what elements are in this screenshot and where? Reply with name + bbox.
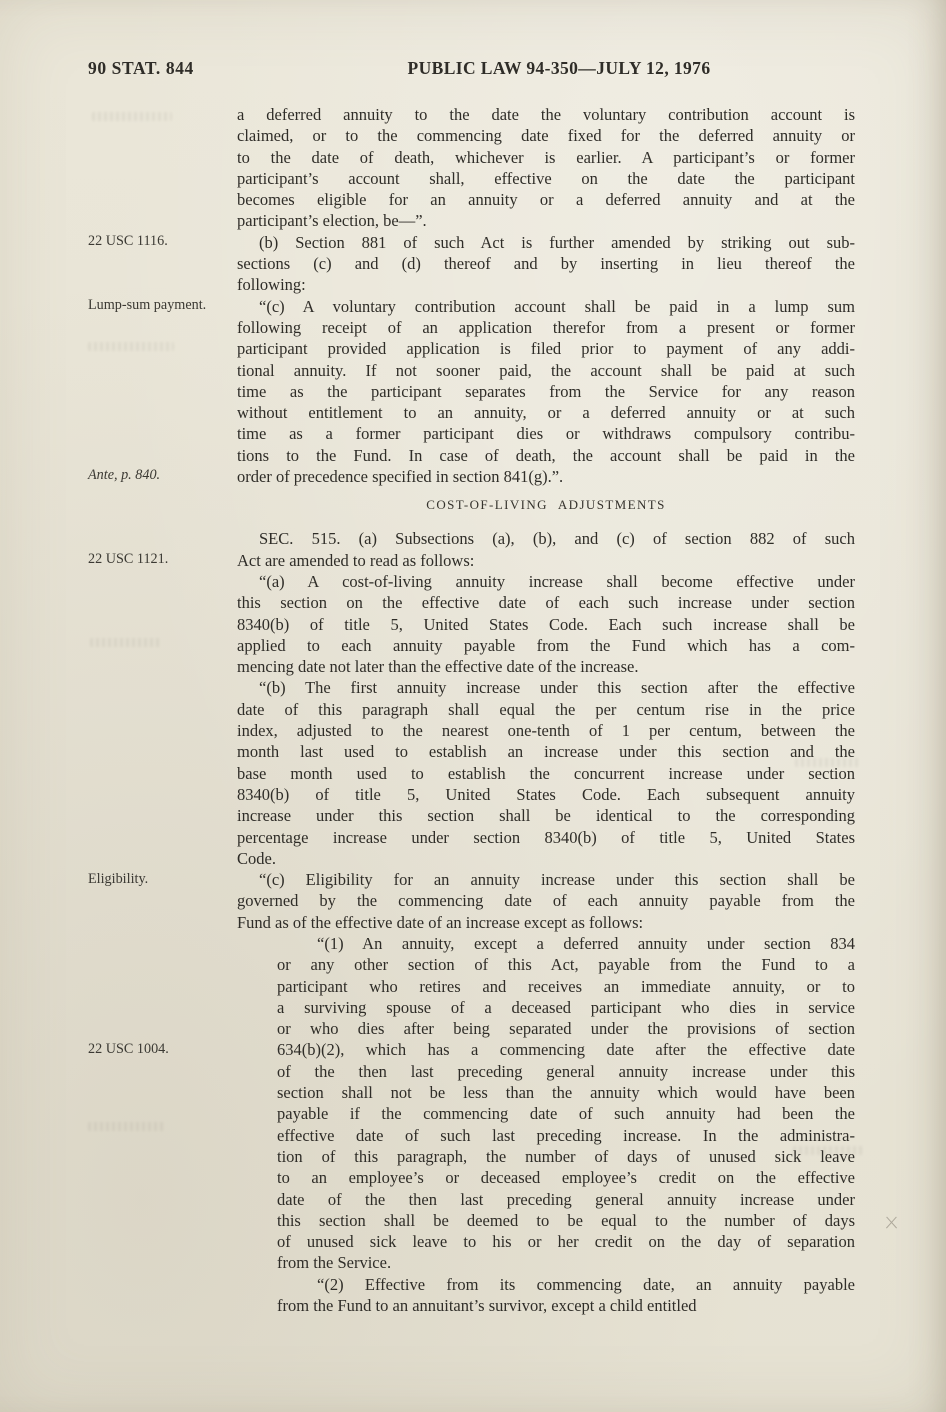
margin-note-usc-1004: 22 USC 1004. [88,1041,169,1057]
bleed-through-mark [90,638,160,647]
paragraph-sec-515: SEC. 515. (a) Subsections (a), (b), and (c) of section 882 of such Act are amended to read as follows: [237,529,855,570]
law-title: PUBLIC LAW 94-350—JULY 12, 1976 [407,58,711,78]
margin-note-ante-p-840: Ante, p. 840. [88,467,161,483]
paragraph-lump-sum-c: “(c) A voluntary contribution account shall be paid in a lump sum following receipt of an application therefor from a present or former participant provided application is filed prior to payment of any addi- tional annuity. If not sooner paid, the account shall be paid at such time as the participant separates from the Service for any reason without entitlement to an annuity, or a deferred annuity or at such time as a former participant dies or withdraws compulsory contribu- tions to the Fund. In case of death, the account shall be paid in the order of precedence specified in section 841(g).”. [237,296,855,487]
margin-note-lump-sum-payment: Lump-sum payment. [88,297,207,313]
section-heading-cost-of-living: COST-OF-LIVING ADJUSTMENTS [426,497,666,513]
bleed-through-mark [92,112,172,121]
bleed-through-mark [88,1122,166,1131]
stat-citation: 90 STAT. 844 [88,58,194,78]
paragraph-item-2: “(2) Effective from its commencing date, an annuity payable from the Fund to an annuitant’s survivor, except a child entitled [277,1274,855,1316]
bleed-through-mark [88,342,174,351]
margin-note-usc-1121: 22 USC 1121. [88,551,169,567]
pencil-mark [884,1215,899,1230]
paragraph-continuation: a deferred annuity to the date the voluntary contribution account is claimed, or to the commencing date fixed for the deferred annuity or to the date of death, whichever is earlier. A participant’s or former participant’s account shall, effective on the date the participant becomes eligible for an annuity or a deferred annuity and at the participant’s election, be—”. [237,105,855,231]
paragraph-cola-c: “(c) Eligibility for an annuity increase under this section shall be governed by the commencing date of each annuity payable from the Fund as of the effective date of an increase except as follows: [237,870,855,932]
paragraph-cola-b: “(b) The first annuity increase under this section after the effective date of this paragraph shall equal the per centum rise in the price index, adjusted to the nearest one-tenth of 1 per centum, between the month last used to establish an increase under this section and the base month used to establish the concurrent increase under section 8340(b) of title 5, United States Code. Each subsequent annuity increase under this section shall be identical to the corresponding percentage increase under section 8340(b) of title 5, United States Code. [237,678,855,868]
body-column [237,104,855,1316]
paragraph-amendment-b: (b) Section 881 of such Act is further amended by striking out sub- sections (c) and (d) thereof and by inserting in lieu thereof the following: [237,232,855,295]
margin-note-usc-1116: 22 USC 1116. [88,233,168,249]
paragraph-cola-a: “(a) A cost-of-living annuity increase shall become effective under this section on the effective date of each such increase under section 8340(b) of title 5, United States Code. Each such increase shall be applied to each annuity payable from the Fund which has a com- mencing date not later than the effective date of the increase. [237,571,855,677]
margin-note-eligibility: Eligibility. [88,871,149,887]
paragraph-item-1: “(1) An annuity, except a deferred annuity under section 834 or any other section of this Act, payable from the Fund to a participant who retires and receives an immediate annuity, or to a surviving spouse of a deceased participant who dies in service or who dies after being separated under the provisions of section 634(b)(2), which has a commencing date after the effective date of the then last preceding general annuity increase under this section shall not be less than the annuity which would have been payable if the commencing date of such annuity had been the effective date of such last preceding increase. In the administra- tion of this paragraph, the number of days of unused sick leave to an employee’s or deceased employee’s credit on the effective date of the then last preceding general annuity increase under this section shall be deemed to be equal to the number of days of unused sick leave to his or her credit on the day of separation from the Service. [277,933,855,1273]
